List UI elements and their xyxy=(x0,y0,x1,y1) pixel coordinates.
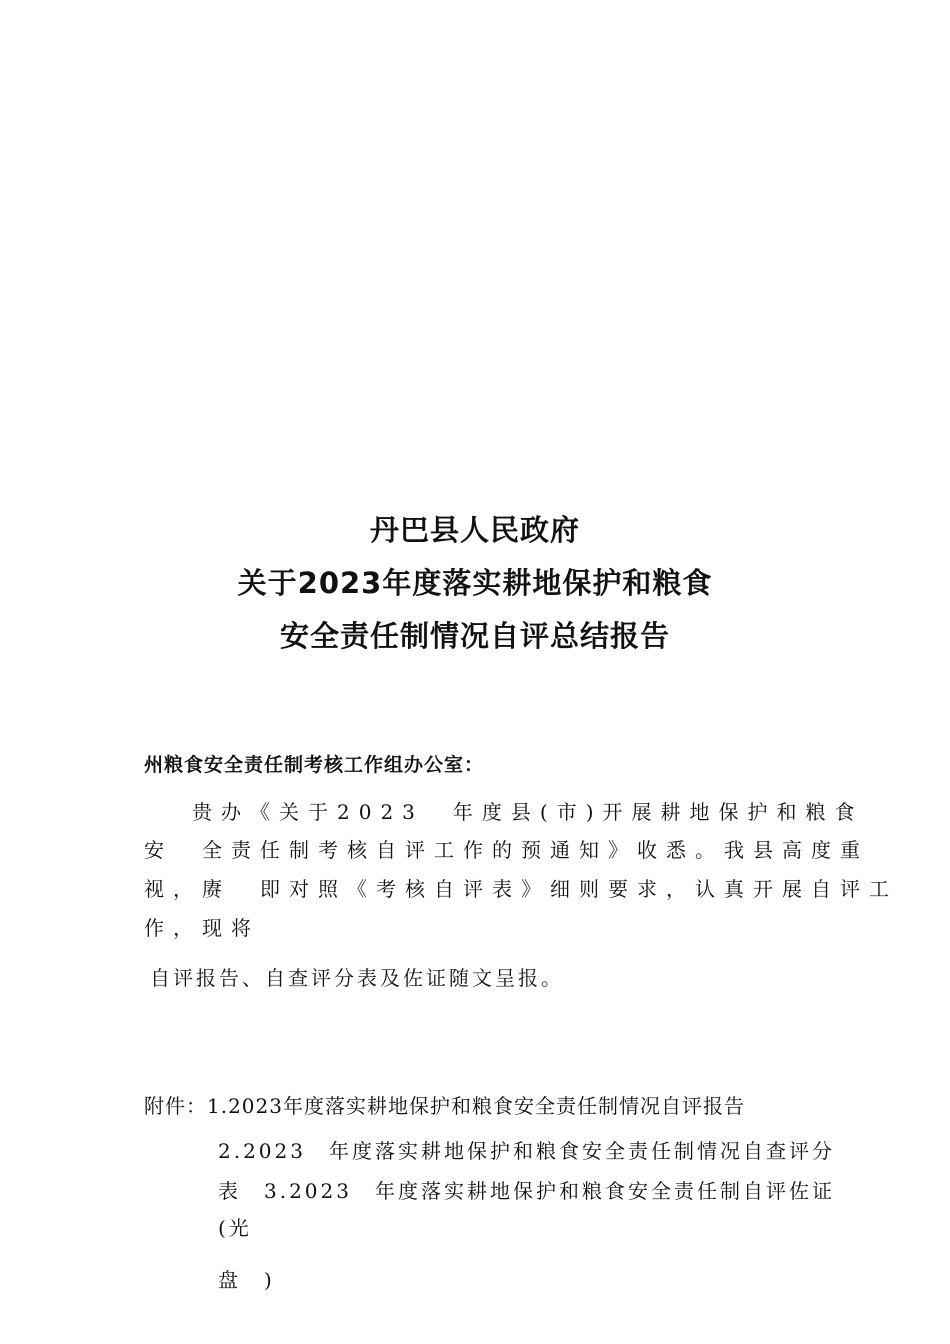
body-line-5: 自评报告、自查评分表及佐证随文呈报。 xyxy=(150,966,564,990)
body-line-3: 视，赓 即对照《考核自评表》细则要求，认真开展自评工 xyxy=(144,877,898,901)
attachment-3-end: 盘 ) xyxy=(218,1268,275,1292)
addressee: 州粮食安全责任制考核工作组办公室： xyxy=(144,754,485,776)
body-line-2: 安 全责任制考核自评工作的预通知》收悉。我县高度重 xyxy=(144,838,869,862)
attachment-3: 表 3.2023 年度落实耕地保护和粮食安全责任制自评佐证 xyxy=(218,1179,835,1203)
attachment-2: 2.2023 年度落实耕地保护和粮食安全责任制情况自查评分 xyxy=(218,1139,835,1163)
body-line-1: 贵办《关于2023 年度县(市)开展耕地保护和粮食 xyxy=(192,800,864,824)
title-line-2: 关于2023年度落实耕地保护和粮食 xyxy=(237,566,713,600)
title-line-3: 安全责任制情况自评总结报告 xyxy=(279,619,670,653)
body-line-4: 作，现将 xyxy=(144,916,260,940)
attachment-3-cont: (光 xyxy=(218,1216,252,1240)
title-line-1: 丹巴县人民政府 xyxy=(369,513,580,547)
attachment-1: 附件：1.2023年度落实耕地保护和粮食安全责任制情况自评报告 xyxy=(144,1094,745,1118)
